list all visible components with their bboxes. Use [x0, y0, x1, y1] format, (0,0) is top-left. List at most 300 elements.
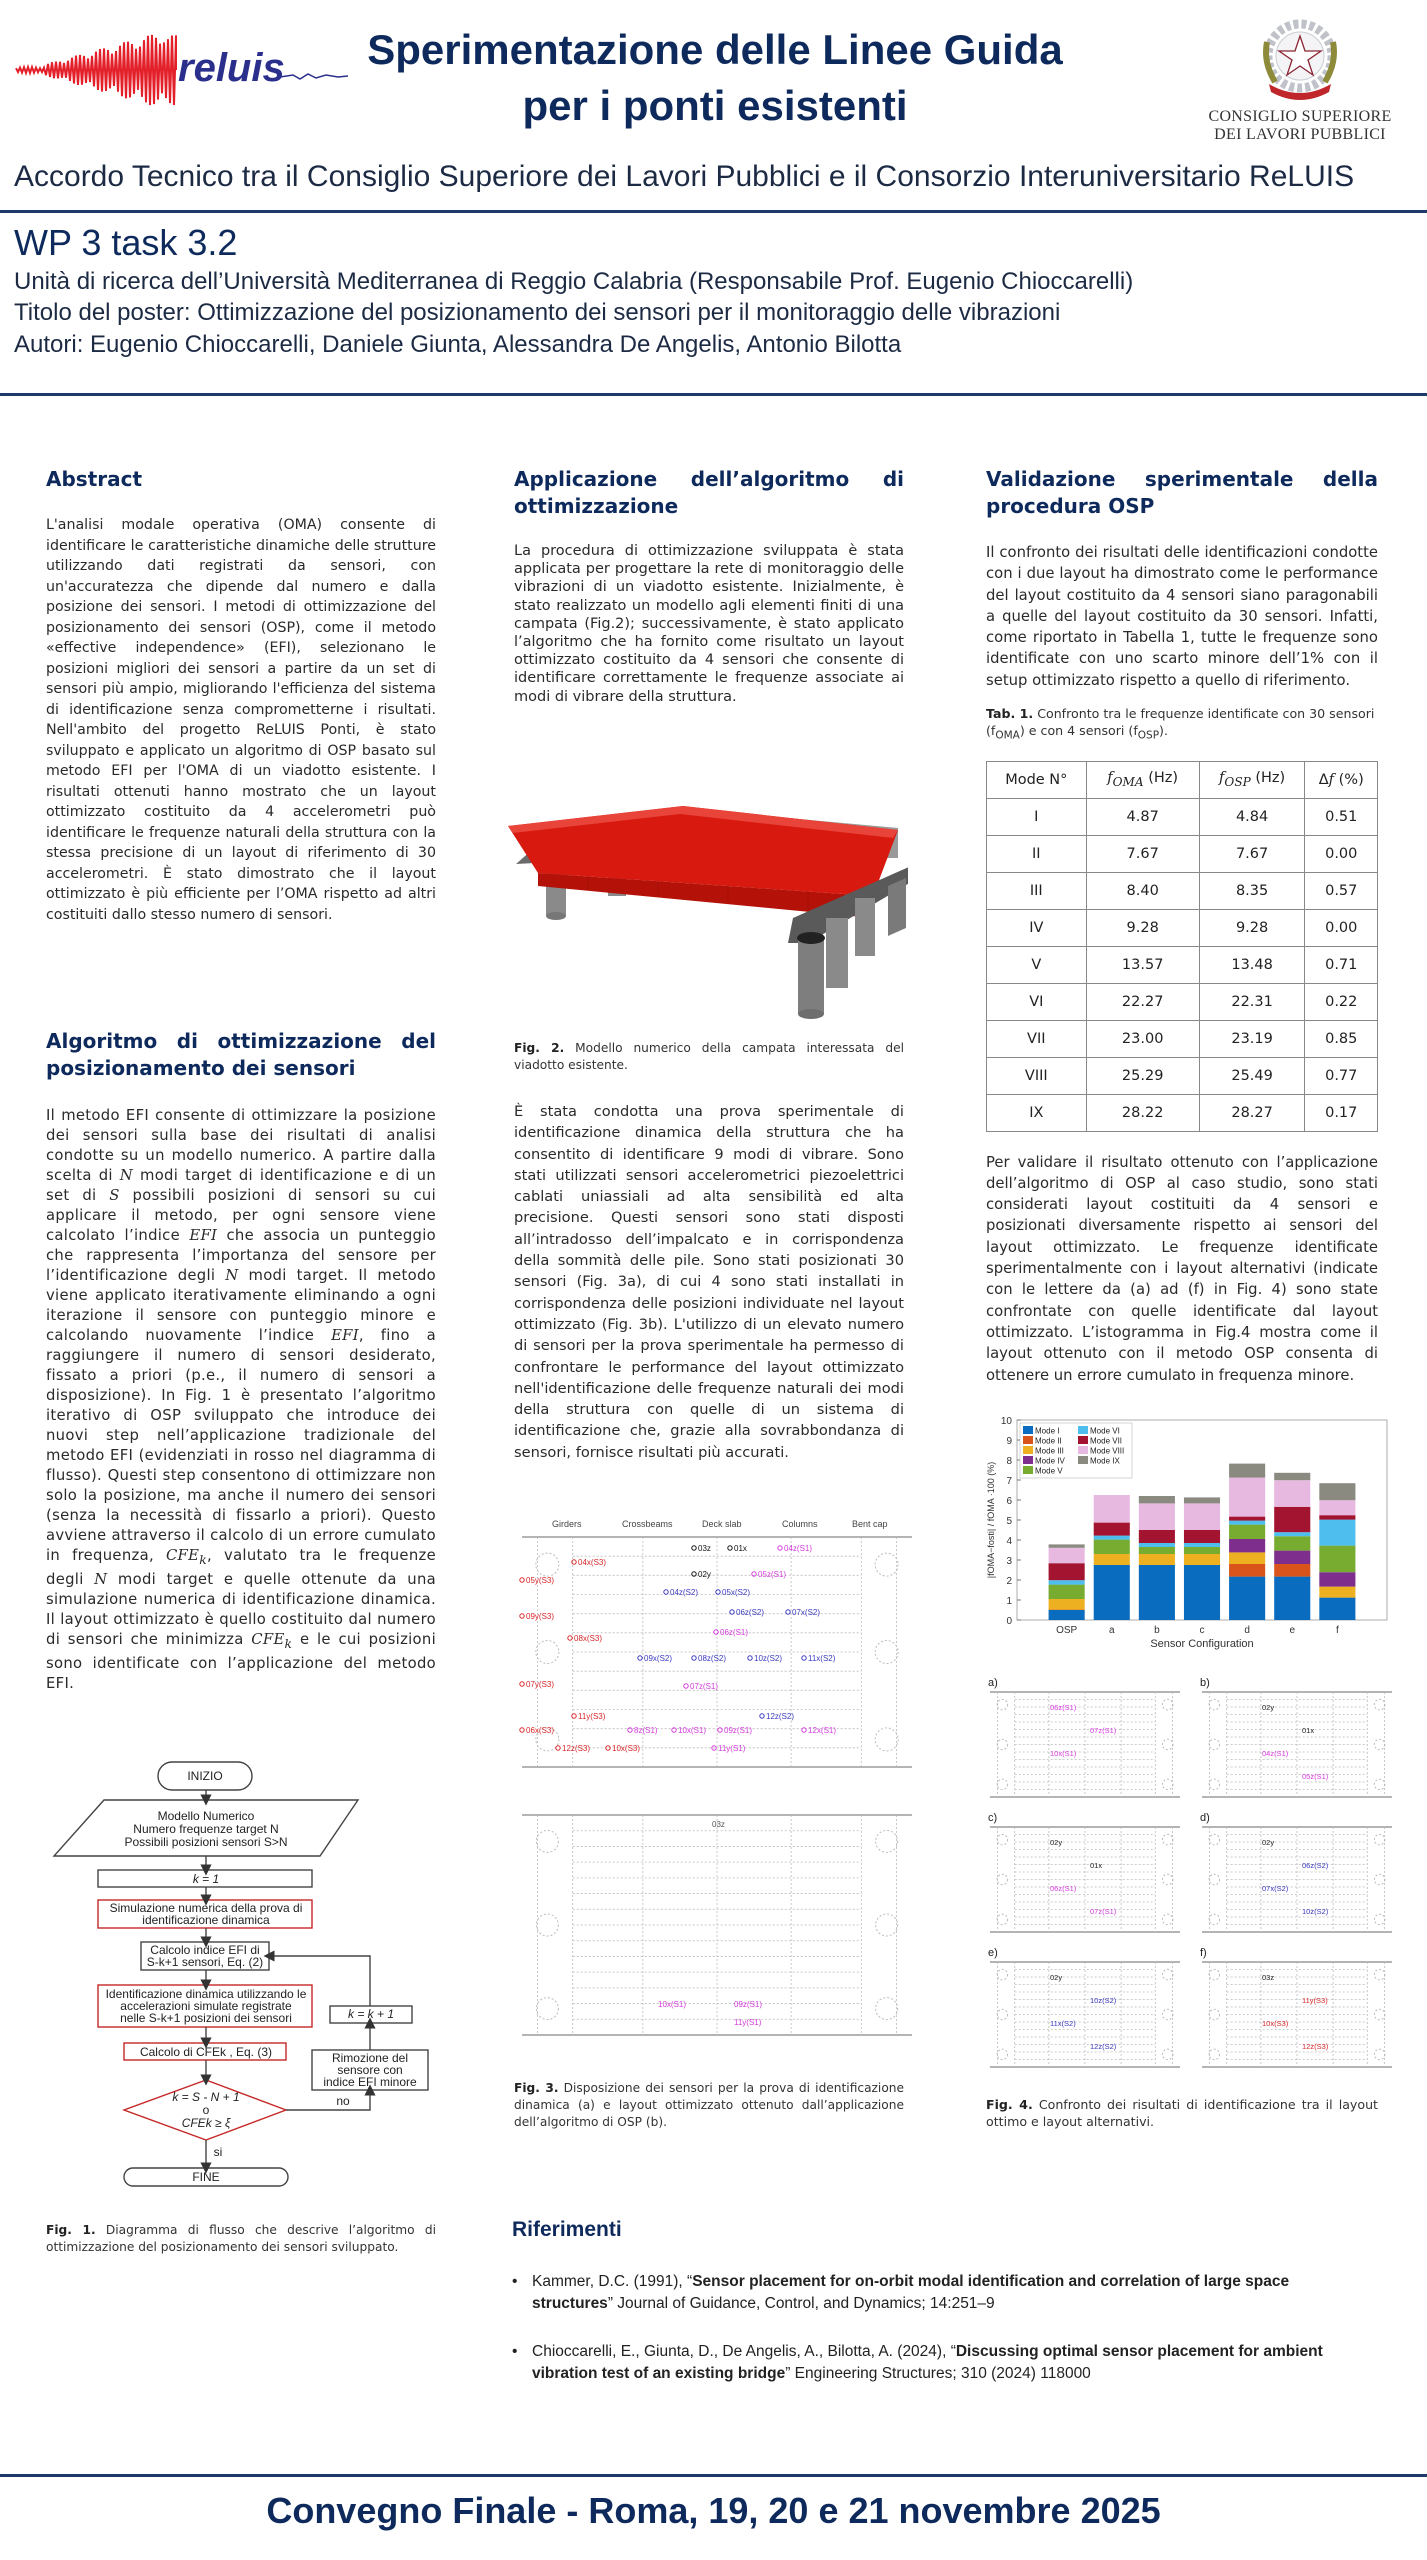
panel-sensor-label: 07x(S2): [1262, 1884, 1289, 1893]
panel-sensor-label: 02y: [1050, 1973, 1063, 1982]
table-row: [987, 798, 1378, 835]
bar-segment-e-mode-ii: [1274, 1564, 1310, 1577]
poster-title: [340, 22, 1090, 134]
legend-label: Mode I: [1035, 1426, 1060, 1436]
deck-plan: [990, 1827, 1180, 1932]
footer-event: Convegno Finale - Roma, 19, 20 e 21 novembre 2025: [266, 2490, 1161, 2531]
header-divider-2: [0, 393, 1427, 396]
bar-segment-d-mode-ii: [1229, 1564, 1265, 1577]
cell-delta: 0.85: [1305, 1020, 1378, 1057]
column-circle: [876, 1914, 898, 1936]
work-package: WP 3 task 3.2: [14, 222, 238, 263]
init-label: k = 1: [192, 1872, 220, 1886]
table-header-row: [987, 761, 1378, 798]
fig3-component-label: Bent cap: [852, 1519, 888, 1529]
frequency-table: [986, 761, 1378, 1132]
bar-segment-e-mode-vi: [1274, 1532, 1310, 1536]
validation-section: [986, 466, 1378, 1386]
cell-mode: VII: [987, 1020, 1087, 1057]
agreement-line: Accordo Tecnico tra il Consiglio Superiore dei Lavori Pubblici e il Consorzio Interuniversitario ReLUIS: [14, 160, 1355, 193]
cell-delta: 0.77: [1305, 1057, 1378, 1094]
sensor-marker: [520, 1578, 524, 1582]
column-circle: [1162, 1834, 1173, 1845]
panel-sensor-label: 01x: [1090, 1861, 1103, 1870]
column-circle: [997, 1739, 1008, 1750]
sensor-marker: [730, 1610, 734, 1614]
panel-tag: d): [1200, 1812, 1210, 1824]
cell-fosp: 22.31: [1199, 983, 1305, 1020]
panel-sensor-label: 12z(S3): [1302, 2042, 1329, 2051]
deck-plan: [1202, 1692, 1392, 1797]
column-circle: [1374, 2009, 1385, 2020]
column-circle: [1209, 1969, 1220, 1980]
bar-segment-d-mode-iii: [1229, 1552, 1265, 1564]
optimized-sensor-label: 10x(S1): [658, 2000, 687, 2009]
cell-delta: 0.22: [1305, 983, 1378, 1020]
validation-title: Validazione sperimentale della procedura OSP: [986, 467, 1378, 518]
sensor-label: 09x(S2): [644, 1654, 673, 1663]
cell-fosp: 23.19: [1199, 1020, 1305, 1057]
col-foma: $f_{OMA}$ (Hz): [1086, 761, 1199, 798]
application-text-1: La procedura di ottimizzazione sviluppata è stata applicata per progettare la rete di monitoraggio delle vibrazioni di un viadotto esistente. Inizialmente, è stato realizzato un modello agli elementi finiti di una campata (Fig.2); successivamente, è stato applicato l’algoritmo che ha fornito come risultato un layout ottimizzato costituito da 4 sensori che consente di identificare correttamente le frequenze associate ai modi di vibrare della struttura.: [514, 543, 904, 705]
bar-segment-f-mode-iv: [1319, 1572, 1355, 1586]
cond-label-1: k = S - N + 1: [172, 2090, 240, 2104]
cell-foma: 22.27: [1086, 983, 1199, 1020]
table-row: [987, 835, 1378, 872]
column-circle: [1374, 1779, 1385, 1790]
ident-label-2: accelerazioni simulate registrate: [120, 1999, 292, 2013]
column-circle: [1209, 2009, 1220, 2020]
sensor-marker: [728, 1546, 732, 1550]
cell-delta: 0.00: [1305, 909, 1378, 946]
cell-delta: 0.17: [1305, 1094, 1378, 1131]
bar-segment-a-mode-iii: [1094, 1554, 1130, 1565]
fig3-caption: Fig. 3. Disposizione dei sensori per la prova di identificazione dinamica (a) e layout ottimizzato ottenuto dall’applicazione dell’algoritmo di OSP (b).: [514, 2081, 904, 2129]
bar-segment-b-mode-iii: [1139, 1554, 1175, 1565]
seismogram-icon: [8, 25, 348, 115]
title-line-2: per i ponti esistenti: [522, 82, 908, 129]
table-row: [987, 872, 1378, 909]
panel-sensor-label: 03z: [1262, 1973, 1275, 1982]
bar-segment-e-mode-ix: [1274, 1473, 1310, 1480]
column-circle: [1209, 1914, 1220, 1925]
column-circle: [536, 1641, 559, 1664]
panel-sensor-label: 04z(S1): [1262, 1749, 1289, 1758]
bar-segment-b-mode-v: [1139, 1547, 1175, 1554]
validation-text-2: Per validare il risultato ottenuto con l’applicazione dell’algoritmo di OSP al caso studio, sono stati considerati layout costituiti da 4 sensori e posizionati diversamente rispetto ai sensori del layout ottimizzato. Le frequenze identificate sperimentalmente con i layout alternativi (indicate con le lettere da (a) ad (f) in Fig. 4) sono state confrontate con quelle identificate dal layout ottimizzato. L’istogramma in Fig.4 mostra come il layout ottenuto con il metodo OSP consenta di ottenere un errore cumulato in frequenza minore.: [986, 1153, 1378, 1384]
sensor-marker: [778, 1546, 782, 1550]
column-circle: [875, 1728, 898, 1751]
sensor-label: 04z(S2): [670, 1588, 699, 1597]
legend-swatch: [1023, 1456, 1033, 1464]
column-circle: [1209, 1779, 1220, 1790]
column-circle: [536, 1914, 558, 1936]
bar-segment-f-mode-v: [1319, 1546, 1355, 1573]
sensor-marker: [802, 1656, 806, 1660]
reluis-logo: [8, 25, 348, 115]
column-circle: [1374, 1699, 1385, 1710]
column-circle: [997, 1969, 1008, 1980]
sensor-marker: [520, 1728, 524, 1732]
col-mode: Mode N°: [987, 761, 1087, 798]
sensor-label: 12x(S1): [808, 1726, 837, 1735]
fig3-component-label: Girders: [552, 1519, 582, 1529]
sim-label-2: identificazione dinamica: [142, 1913, 270, 1927]
cell-delta: 0.57: [1305, 872, 1378, 909]
bar-segment-c-mode-i: [1184, 1565, 1220, 1620]
bar-segment-a-mode-i: [1094, 1565, 1130, 1620]
bar-segment-e-mode-i: [1274, 1577, 1310, 1620]
column-circle: [875, 1641, 898, 1664]
bar-segment-OSP-mode-iii: [1049, 1599, 1085, 1610]
cond-label-3: CFEk ≥ ξ: [181, 2116, 231, 2130]
panel-sensor-label: 07z(S1): [1090, 1907, 1117, 1916]
panel-sensor-label: 06z(S1): [1050, 1884, 1077, 1893]
fig2-caption: Fig. 2. Modello numerico della campata interessata del viadotto esistente.: [514, 1041, 904, 1072]
legend-label: Mode II: [1035, 1436, 1062, 1446]
fig3-component-label: Deck slab: [702, 1519, 742, 1529]
application-section: [514, 466, 904, 706]
legend-label: Mode VII: [1090, 1436, 1123, 1446]
cell-mode: III: [987, 872, 1087, 909]
sensor-marker: [520, 1614, 524, 1618]
deck-plan: [1202, 1827, 1392, 1932]
sensor-label: 11y(S1): [718, 1744, 746, 1753]
fig4-alternative-layouts: [982, 1672, 1402, 2092]
authors: Autori: Eugenio Chioccarelli, Daniele Giunta, Alessandra De Angelis, Antonio Bilotta: [14, 331, 902, 358]
application-title: Applicazione dell’algoritmo di ottimizzazione: [514, 467, 904, 518]
research-unit: Unità di ricerca dell’Università Mediterranea di Reggio Calabria (Responsabile Prof. Eugenio Chioccarelli): [14, 268, 1134, 295]
bar-segment-c-mode-iii: [1184, 1554, 1220, 1565]
column-circle: [997, 1874, 1008, 1885]
bar-segment-b-mode-ix: [1139, 1496, 1175, 1503]
bar-segment-c-mode-viii: [1184, 1503, 1220, 1530]
cell-mode: V: [987, 946, 1087, 983]
bar-segment-c-mode-vi: [1184, 1543, 1220, 1547]
sensor-marker: [568, 1636, 572, 1640]
panel-tag: e): [988, 1947, 998, 1959]
cell-foma: 7.67: [1086, 835, 1199, 872]
bar-segment-c-mode-v: [1184, 1547, 1220, 1554]
sensor-label: 02y: [698, 1570, 711, 1579]
sensor-label: 11x(S2): [808, 1654, 836, 1663]
cell-mode: VI: [987, 983, 1087, 1020]
flowchart-figure: [46, 1760, 446, 2200]
deck-plan: [990, 1692, 1180, 1797]
fig4-stacked-bar-chart: [982, 1412, 1402, 1652]
panel-sensor-label: 10x(S3): [1262, 2019, 1289, 2028]
y-tick-label: 0: [1006, 1616, 1012, 1627]
column-circle: [536, 1830, 558, 1852]
references-title: Riferimenti: [512, 2218, 622, 2241]
bar-segment-a-mode-v: [1094, 1540, 1130, 1554]
panel-sensor-label: 10x(S1): [1050, 1749, 1077, 1758]
cell-fosp: 28.27: [1199, 1094, 1305, 1131]
x-tick-label: e: [1289, 1625, 1296, 1636]
legend-label: Mode VIII: [1090, 1446, 1125, 1456]
cell-fosp: 4.84: [1199, 798, 1305, 835]
legend-label: Mode IX: [1090, 1456, 1120, 1466]
table-row: [987, 1020, 1378, 1057]
sensor-label: 12z(S2): [766, 1712, 795, 1721]
abstract-section: [46, 466, 436, 925]
bar-segment-e-mode-v: [1274, 1536, 1310, 1550]
bar-segment-d-mode-i: [1229, 1577, 1265, 1620]
italian-emblem-icon: [1245, 12, 1355, 104]
bar-segment-b-mode-vii: [1139, 1530, 1175, 1543]
sensor-label: 05x(S2): [722, 1588, 751, 1597]
sensor-marker: [692, 1546, 696, 1550]
remove-label-3: indice EFI minore: [323, 2075, 417, 2089]
column-circle: [1209, 1699, 1220, 1710]
sensor-label: 03z: [698, 1544, 711, 1553]
bridge-3d-model-image: [508, 778, 908, 1028]
optimized-sensor-label: 09z(S1): [734, 2000, 763, 2009]
cell-foma: 25.29: [1086, 1057, 1199, 1094]
poster-subtitle: Titolo del poster: Ottimizzazione del posizionamento dei sensori per il monitoraggio delle vibrazioni: [14, 299, 1061, 326]
csp-line-1: CONSIGLIO SUPERIORE: [1208, 108, 1392, 125]
bar-segment-b-mode-i: [1139, 1565, 1175, 1620]
bar-segment-d-mode-ix: [1229, 1464, 1265, 1478]
header-divider: [0, 210, 1427, 213]
cell-delta: 0.71: [1305, 946, 1378, 983]
column-circle: [1162, 1699, 1173, 1710]
sensor-marker: [638, 1656, 642, 1660]
sensor-label: 08x(S3): [574, 1634, 603, 1643]
y-axis-label: |fOMA−fosti| / fOMA ·100 (%): [986, 1461, 996, 1579]
column-circle: [997, 1779, 1008, 1790]
sensor-marker: [684, 1684, 688, 1688]
sensor-marker: [786, 1610, 790, 1614]
bar-segment-d-mode-vi: [1229, 1521, 1265, 1525]
column-circle: [1374, 1914, 1385, 1925]
yes-label: si: [213, 2145, 223, 2159]
sensor-label: 07y(S3): [526, 1680, 555, 1689]
input-label-2: Numero frequenze target N: [133, 1822, 279, 1836]
sensor-label: 04z(S1): [784, 1544, 813, 1553]
sensor-label: 07x(S2): [792, 1608, 821, 1617]
table-row: [987, 909, 1378, 946]
deck-plan: [1202, 1962, 1392, 2067]
sensor-label: 12z(S3): [562, 1744, 591, 1753]
y-tick-label: 6: [1006, 1496, 1012, 1507]
cell-fosp: 9.28: [1199, 909, 1305, 946]
incr-label: k = k + 1: [347, 2007, 395, 2021]
column-circle: [536, 1998, 558, 2020]
bar-segment-f-mode-vii: [1319, 1515, 1355, 1519]
sensor-label: 11y(S3): [578, 1712, 606, 1721]
column-circle: [1374, 1874, 1385, 1885]
panel-sensor-label: 12z(S2): [1090, 2042, 1117, 2051]
column-circle: [876, 1830, 898, 1852]
bar-segment-c-mode-ix: [1184, 1497, 1220, 1503]
sensor-marker: [714, 1630, 718, 1634]
sensor-label: 01x: [734, 1544, 747, 1553]
panel-sensor-label: 02y: [1262, 1703, 1275, 1712]
sensor-label: 09y(S3): [526, 1612, 555, 1621]
cfe-label: Calcolo di CFEk , Eq. (3): [139, 2045, 273, 2059]
panel-sensor-label: 06z(S2): [1302, 1861, 1329, 1870]
cell-mode: IX: [987, 1094, 1087, 1131]
bar-segment-f-mode-i: [1319, 1598, 1355, 1620]
bar-segment-f-mode-iii: [1319, 1587, 1355, 1598]
legend-label: Mode III: [1035, 1446, 1064, 1456]
input-label-1: Modello Numerico: [157, 1809, 255, 1823]
sensor-label: 05z(S1): [758, 1570, 787, 1579]
bar-segment-e-mode-iv: [1274, 1551, 1310, 1564]
bar-segment-f-mode-viii: [1319, 1500, 1355, 1515]
bar-segment-OSP-mode-v: [1049, 1585, 1085, 1599]
chart-legend: [1020, 1423, 1132, 1478]
bar-segment-b-mode-viii: [1139, 1503, 1175, 1530]
fig4-caption: Fig. 4. Confronto dei risultati di identificazione tra il layout ottimo e layout alternativi.: [986, 2097, 1378, 2129]
column-circle: [1209, 1834, 1220, 1845]
column-circle: [1162, 1914, 1173, 1925]
panel-sensor-label: 02y: [1262, 1838, 1275, 1847]
cumulative-error-chart: [982, 1412, 1402, 1652]
bar-segment-OSP-mode-vii: [1049, 1563, 1085, 1580]
references-section: [512, 2216, 1372, 2411]
application-text-2: È stata condotta una prova sperimentale di identificazione dinamica della struttura che ha consentito di identificare 9 modi di vibrare. Sono stati utilizzati sensori accelerometrici piezoelettrici cablati uniassiali ad alta sensibilità ed alta precisione. Questi sensori sono stati disposti all’intradosso dell’impalcato e in corrispondenza della sommità delle pile. Sono stati posizionati 30 sensori (Fig. 3a), di cui 4 sono stati installati in corrispondenza delle posizioni individuate nel layout ottimizzato (Fig. 3b). L'utilizzo di un elevato numero di sensori per la prova sperimentale ha permesso di confrontare le performance del layout ottimizzato nell'identificazione delle frequenze naturali dei modi della struttura con quelle di un sistema di identificazione che, grazie alla sovrabbondanza di sensori, fornisce risultati più accurati.: [514, 1103, 904, 1461]
bar-segment-f-mode-ix: [1319, 1483, 1355, 1500]
csp-logo: [1195, 12, 1405, 147]
optimized-sensor-label: 03z: [712, 1820, 725, 1829]
reluis-logo-text: reluis: [178, 46, 285, 90]
table-row: [987, 1094, 1378, 1131]
column-circle: [1374, 1969, 1385, 1980]
references-list: [512, 2271, 1372, 2385]
x-tick-label: b: [1154, 1625, 1160, 1636]
x-tick-label: OSP: [1056, 1625, 1078, 1636]
x-tick-label: d: [1244, 1625, 1250, 1636]
panel-sensor-label: 11y(S3): [1302, 1996, 1328, 2005]
x-axis-label: Sensor Configuration: [1150, 1638, 1254, 1650]
title-line-1: Sperimentazione delle Linee Guida: [367, 26, 1063, 73]
cell-fosp: 25.49: [1199, 1057, 1305, 1094]
bar-segment-d-mode-viii: [1229, 1478, 1265, 1517]
y-tick-label: 9: [1006, 1436, 1012, 1447]
panel-tag: c): [988, 1812, 998, 1824]
legend-swatch: [1078, 1426, 1088, 1434]
ident-label-3: nelle S-k+1 posizioni dei sensori: [120, 2011, 292, 2025]
column-circle: [1162, 1739, 1173, 1750]
alternative-layouts-diagram: [982, 1672, 1402, 2092]
bar-segment-e-mode-viii: [1274, 1480, 1310, 1507]
legend-swatch: [1023, 1426, 1033, 1434]
cond-label-2: o: [202, 2103, 210, 2117]
bar-segment-OSP-mode-viii: [1049, 1548, 1085, 1563]
no-label: no: [336, 2094, 350, 2108]
cell-delta: 0.51: [1305, 798, 1378, 835]
panel-sensor-label: 02y: [1050, 1838, 1063, 1847]
fig1-caption: Fig. 1. Diagramma di flusso che descrive l’algoritmo di ottimizzazione del posizionamento dei sensori sviluppato.: [46, 2223, 436, 2254]
algorithm-title: Algoritmo di ottimizzazione del posizionamento dei sensori: [46, 1029, 436, 1080]
sensor-label: 06z(S1): [720, 1628, 749, 1637]
sensor-marker: [520, 1682, 524, 1686]
table-row: [987, 983, 1378, 1020]
remove-label-1: Rimozione del: [331, 2051, 409, 2065]
panel-sensor-label: 07z(S1): [1090, 1726, 1117, 1735]
cell-delta: 0.00: [1305, 835, 1378, 872]
panel-sensor-label: 01x: [1302, 1726, 1315, 1735]
sensor-marker: [664, 1590, 668, 1594]
flowchart: [46, 1760, 446, 2200]
panel-tag: b): [1200, 1677, 1210, 1689]
bar-segment-OSP-mode-i: [1049, 1610, 1085, 1620]
col-delta: Δf (%): [1305, 761, 1378, 798]
bar-segment-a-mode-vii: [1094, 1523, 1130, 1536]
legend-label: Mode IV: [1035, 1456, 1065, 1466]
sensor-label: 09z(S1): [724, 1726, 753, 1735]
legend-label: Mode V: [1035, 1466, 1063, 1476]
column-circle: [997, 1834, 1008, 1845]
column-circle: [1209, 1739, 1220, 1750]
legend-swatch: [1078, 1446, 1088, 1454]
sensor-marker: [748, 1656, 752, 1660]
fig2-bridge-model: [508, 778, 908, 1028]
deck-plan: [990, 1962, 1180, 2067]
column-circle: [1162, 1779, 1173, 1790]
csp-line-2: DEI LAVORI PUBBLICI: [1214, 126, 1386, 143]
x-tick-label: a: [1108, 1625, 1115, 1636]
deck-plan: [522, 1537, 912, 1767]
algorithm-text: Il metodo EFI consente di ottimizzare la posizione dei sensori sulla base dei risultati di analisi condotte su un modello numerico. A partire dalla scelta di N modi target di identificazione e di un set di S possibili posizioni di sensori su cui applicare il metodo, per ogni sensore viene calcolato l’indice EFI che associa un punteggio che rappresenta l’importanza del sensore per l’identificazione degli N modi target. Il metodo viene applicato iterativamente eliminando a ogni iterazione il sensore con punteggio minore e calcolando nuovamente l’indice EFI, fino a raggiungere il numero di sensori desiderato, fissato a priori (p.e., il numero di sensori a disposizione). In Fig. 1 è presentato l’algoritmo iterativo di OSP sviluppato che introduce dei nuovi step nell’applicazione tradizionale del metodo EFI (evidenziati in rosso nel diagramma di flusso). Questi step consentono di ottimizzare non solo la posizione, ma anche il numero dei sensori (senza la necessità di fissarlo a priori). Questo avviene attraverso il calcolo di un errore cumulato in frequenza, $CFE_k$, valutato tra le frequenze degli N modi target e quelle ottenute da una simulazione numerica di identificazione dinamica. Il layout ottimizzato è quello costituito dal numero di sensori che minimizza $CFE_k$ e le cui posizioni sono identificate con l’applicazione del metodo EFI.: [46, 1107, 437, 1692]
efi-label-2: S-k+1 sensori, Eq. (2): [146, 1955, 264, 1969]
y-tick-label: 10: [1000, 1416, 1012, 1427]
cell-foma: 28.22: [1086, 1094, 1199, 1131]
cell-fosp: 8.35: [1199, 872, 1305, 909]
col-fosp: $f_{OSP}$ (Hz): [1199, 761, 1305, 798]
panel-sensor-label: 11x(S2): [1050, 2019, 1076, 2028]
y-tick-label: 4: [1006, 1536, 1012, 1547]
x-tick-label: f: [1335, 1625, 1339, 1636]
cell-mode: I: [987, 798, 1087, 835]
input-label-3: Possibili posizioni sensori S>N: [124, 1835, 288, 1849]
sensor-label: 04x(S3): [578, 1558, 607, 1567]
cell-mode: II: [987, 835, 1087, 872]
sensor-marker: [716, 1590, 720, 1594]
sensor-layout-diagram: [512, 1515, 912, 2055]
table-caption: Tab. 1. Confronto tra le frequenze identificate con 30 sensori $(f_{OMA})$ e con 4 sensori $(f_{OSP})$.: [986, 706, 1375, 742]
legend-swatch: [1078, 1436, 1088, 1444]
fig3-sensor-layouts: [512, 1515, 912, 2055]
column-circle: [1209, 1874, 1220, 1885]
column-circle: [1162, 1969, 1173, 1980]
ident-label-1: Identificazione dinamica utilizzando le: [105, 1987, 307, 2001]
y-tick-label: 1: [1006, 1596, 1012, 1607]
end-label: FINE: [192, 2170, 220, 2184]
sensor-label: 08z(S2): [698, 1654, 727, 1663]
column-circle: [1374, 2049, 1385, 2060]
sensor-marker: [802, 1728, 806, 1732]
optimized-sensor-label: 11y(S1): [734, 2018, 762, 2027]
y-tick-label: 7: [1006, 1476, 1012, 1487]
abstract-text: L'analisi modale operativa (OMA) consente di identificare le caratteristiche dinamiche delle strutture utilizzando dati registrati da sensori, con un'accuratezza che dipende dal numero e dalla posizione dei sensori. I metodi di ottimizzazione del posizionamento dei sensori (OSP), come il metodo «effective independence» (EFI), selezionano le posizioni migliori dei sensori a partire da un set di sensori più ampio, migliorando l'efficienza del sistema di identificazione senza comprometterne i risultati. Nell'ambito del progetto ReLUIS Ponti, è stato sviluppato e applicato un algoritmo di OSP basato sul metodo EFI per l'OMA di un viadotto esistente. I risultati ottenuti hanno mostrato che un layout ottimizzato costituito da 4 accelerometri può identificare le frequenze naturali della struttura con la stessa precisione di un layout di riferimento di 30 accelerometri. È stato dimostrato che il layout ottimizzato è più efficiente per l’OMA rispetto ad altri costituiti dallo stesso numero di sensori.: [46, 517, 436, 923]
legend-swatch: [1078, 1456, 1088, 1464]
cell-mode: IV: [987, 909, 1087, 946]
sensor-marker: [556, 1746, 560, 1750]
sensor-label: 10z(S2): [754, 1654, 783, 1663]
start-label: INIZIO: [187, 1769, 223, 1783]
sensor-marker: [572, 1714, 576, 1718]
bar-segment-c-mode-vii: [1184, 1530, 1220, 1543]
column-circle: [1162, 1874, 1173, 1885]
column-circle: [997, 2009, 1008, 2020]
y-tick-label: 3: [1006, 1556, 1012, 1567]
column-circle: [1374, 1834, 1385, 1845]
panel-sensor-label: 05z(S1): [1302, 1772, 1329, 1781]
table-row: [987, 946, 1378, 983]
